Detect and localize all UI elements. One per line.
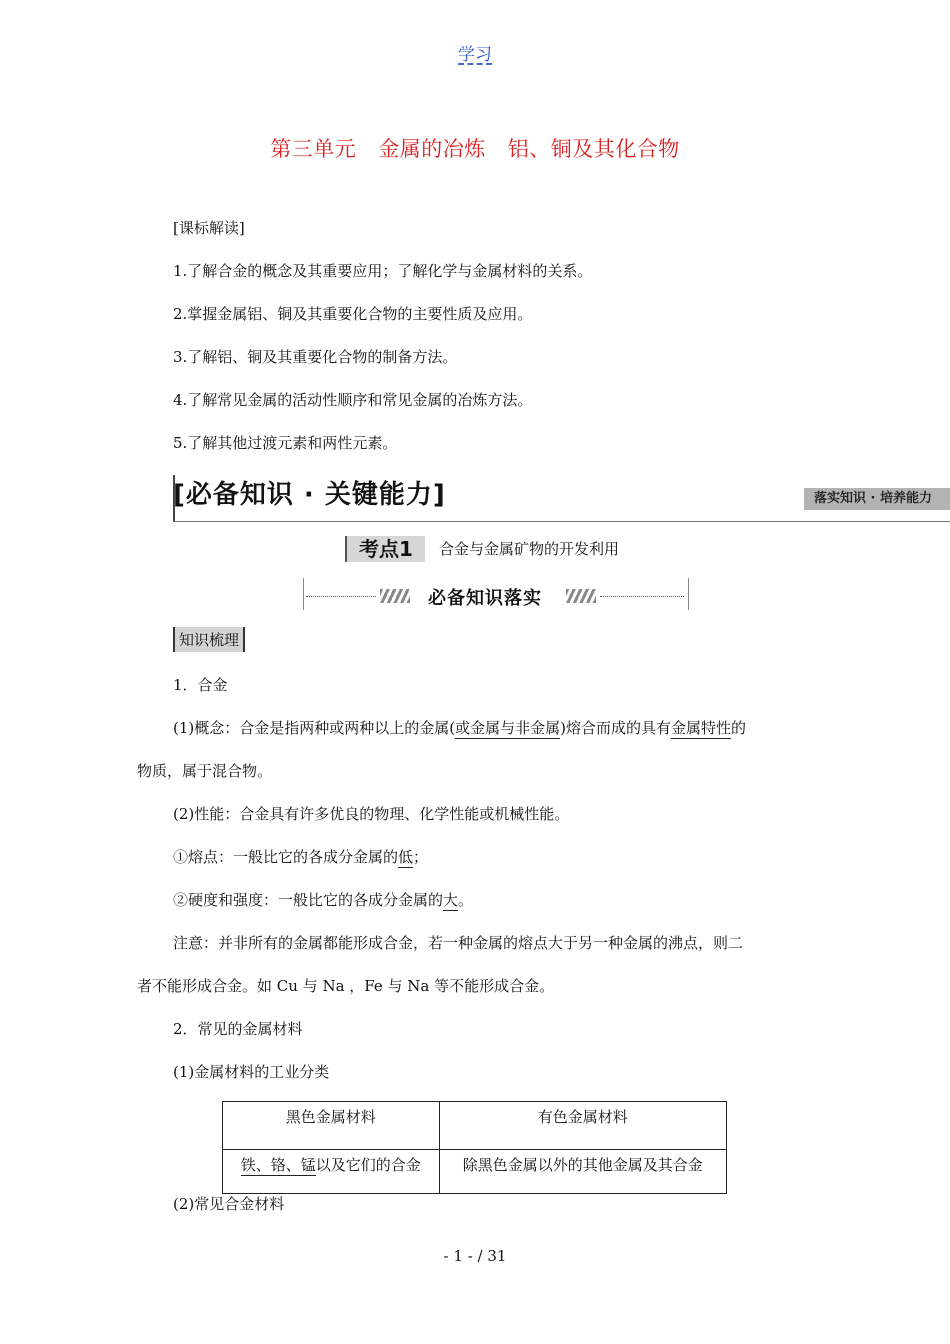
hardness-b: 。 bbox=[458, 891, 474, 909]
kaodian-badge: 考点1 bbox=[345, 536, 425, 562]
alloy-concept-a: (1)概念：合金是指两种或两种以上的金属( bbox=[173, 719, 456, 737]
section-bar-dots-left bbox=[306, 596, 376, 597]
title-part-1: 第三单元 bbox=[270, 137, 357, 161]
alloy-concept-c: 的 bbox=[731, 719, 747, 737]
melting-b: ； bbox=[413, 848, 429, 866]
curriculum-item-5: 5.了解其他过渡元素和两性元素。 bbox=[173, 434, 398, 452]
banner-badge: 落实知识 · 培养能力 bbox=[804, 488, 950, 510]
metal-materials-heading: 2．常见的金属材料 bbox=[173, 1020, 303, 1038]
common-alloys: (2)常见合金材料 bbox=[173, 1195, 285, 1213]
curriculum-item-3: 3.了解铝、铜及其重要化合物的制备方法。 bbox=[173, 348, 458, 366]
table-header-nonferrous: 有色金属材料 bbox=[439, 1102, 726, 1150]
section-bar-label: 必备知识落实 bbox=[428, 588, 542, 609]
alloy-concept-b: )熔合而成的具有 bbox=[560, 719, 671, 737]
alloy-concept-cont: 物质，属于混合物。 bbox=[137, 762, 273, 780]
table-cell-ferrous bbox=[223, 1150, 440, 1194]
alloy-concept bbox=[173, 717, 746, 738]
alloy-hardness bbox=[173, 889, 473, 910]
hardness-a: ②硬度和强度：一般比它的各成分金属的 bbox=[173, 891, 444, 909]
curriculum-item-2: 2.掌握金属铝、铜及其重要化合物的主要性质及应用。 bbox=[173, 305, 533, 323]
metal-classification: (1)金属材料的工业分类 bbox=[173, 1063, 330, 1081]
unit-title bbox=[0, 133, 950, 163]
ferrous-blank: 铁、铬、锰 bbox=[240, 1156, 316, 1174]
title-part-2: 金属的冶炼 bbox=[378, 137, 486, 161]
title-part-3: 铝、铜及其化合物 bbox=[507, 137, 680, 161]
ferrous-rest: 以及它们的合金 bbox=[315, 1156, 421, 1174]
alloy-concept-blank-1: 或金属与非金属 bbox=[455, 719, 561, 737]
metal-classification-table bbox=[222, 1101, 727, 1194]
section-bar-stripes-right bbox=[566, 589, 596, 603]
table-cell-nonferrous: 除黑色金属以外的其他金属及其合金 bbox=[439, 1150, 726, 1194]
alloy-note-2: 者不能形成合金。如 Cu 与 Na ，Fe 与 Na 等不能形成合金。 bbox=[137, 977, 555, 995]
alloy-melting-point bbox=[173, 846, 428, 867]
header-link[interactable]: 学习 bbox=[458, 45, 492, 65]
section-bar-stripes-left bbox=[380, 589, 410, 603]
curriculum-label: [课标解读] bbox=[173, 219, 245, 237]
banner-heading: [必备知识 · 关键能力] bbox=[173, 480, 446, 510]
table-header-ferrous: 黑色金属材料 bbox=[223, 1102, 440, 1150]
alloy-heading: 1．合金 bbox=[173, 676, 228, 694]
page-footer: - 1 - / 31 bbox=[443, 1247, 507, 1265]
section-bar-dots-right bbox=[600, 596, 684, 597]
alloy-concept-blank-2: 金属特性 bbox=[670, 719, 731, 737]
melting-blank: 低 bbox=[398, 848, 414, 866]
melting-a: ①熔点：一般比它的各成分金属的 bbox=[173, 848, 399, 866]
alloy-property: (2)性能：合金具有许多优良的物理、化学性能或机械性能。 bbox=[173, 805, 570, 823]
hardness-blank: 大 bbox=[443, 891, 459, 909]
alloy-note-1: 注意：并非所有的金属都能形成合金，若一种金属的熔点大于另一种金属的沸点，则二 bbox=[173, 934, 744, 952]
curriculum-item-4: 4.了解常见金属的活动性顺序和常见金属的冶炼方法。 bbox=[173, 391, 533, 409]
curriculum-item-1: 1.了解合金的概念及其重要应用；了解化学与金属材料的关系。 bbox=[173, 262, 593, 280]
knowledge-tag: 知识梳理 bbox=[173, 627, 245, 652]
kaodian-title: 合金与金属矿物的开发利用 bbox=[439, 540, 620, 558]
